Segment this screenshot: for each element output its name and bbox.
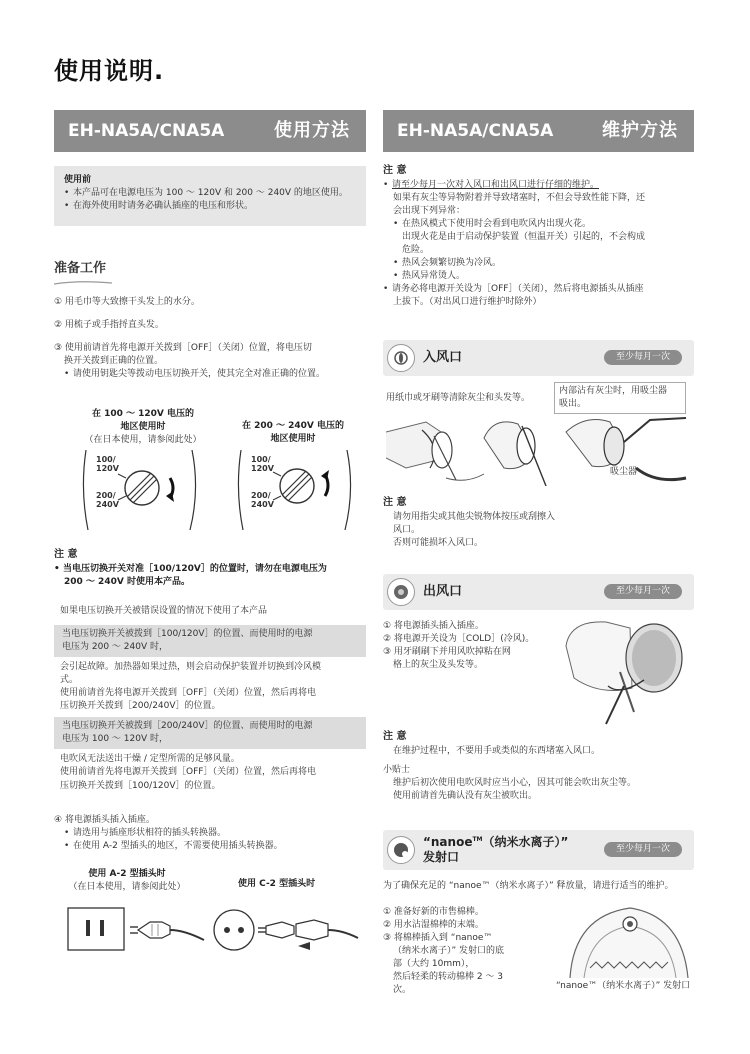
callout-line: 内部沾有灰尘时，用吸尘器 (559, 386, 668, 396)
frequency-pill: 至少每月一次 (604, 842, 682, 857)
before-use-item: • 在海外使用时请务必确认插座的电压和形状。 (64, 200, 356, 213)
step-4-title: ④ 将电源插头插入插座。 (54, 815, 155, 825)
caution-line: 上拔下。（对出风口进行维护时除外） (393, 296, 542, 307)
frequency-pill: 至少每月一次 (604, 350, 682, 365)
step-4-bullet: • 请选用与插座形状相符的插头转换器。 (64, 827, 366, 840)
prep-step-3a: ③ 使用前请首先将电源开关拨到［OFF］（关闭）位置，将电压切 (54, 343, 312, 354)
caution-sub: • 在热风模式下使用时会看到电吹风内出现火花。 (393, 218, 694, 231)
label-line: 240V (251, 499, 274, 509)
nanoe-step: ② 用水沾湿棉棒的末端。 (383, 920, 484, 931)
dial-right-caption (228, 420, 358, 446)
highlight-1 (54, 625, 366, 657)
text-line: 式。 (60, 675, 79, 686)
result-1 (54, 657, 366, 717)
model-name: EH-NA5A/CNA5A (397, 120, 554, 141)
tip-line: 维护后初次使用电吹风时应当小心，因其可能会吹出灰尘等。 (393, 777, 637, 788)
caution-title: 注 意 (54, 549, 78, 560)
caution-sub-cont: 出现火花是由于启动保护装置（恒温开关）引起的，不会构成 (402, 231, 646, 242)
caution-line: 如果有灰尘等异物附着并导致堵塞时，不但会导致性能下降，还 (393, 192, 646, 203)
hl-line: 电压为 200 ～ 240V 时， (62, 642, 168, 653)
nanoe-outlet-illustration (560, 898, 694, 980)
if-wrong-text: 如果电压切换开关被错误设置的情况下使用了本产品 (60, 606, 268, 616)
nanoe-step-cont: （纳米水离子）” 发射口的底 (393, 946, 505, 957)
note-title: 注 意 (383, 497, 407, 508)
vacuum-label: 吸尘器 (610, 467, 638, 477)
before-use-title: 使用前 (64, 175, 92, 185)
caption-line: 在 100 ～ 120V 电压的 (91, 409, 195, 419)
note-title: 注 意 (383, 731, 407, 742)
nanoe-intro: 为了确保充足的 “nanoe™（纳米水离子）” 释放量，请进行适当的维护。 (383, 881, 674, 891)
label-line: 200/ (251, 491, 271, 500)
caption-line: 地区使用时 (270, 434, 316, 445)
dial-left-caption (78, 408, 208, 447)
callout-line: 吸出。 (559, 399, 587, 410)
left-section-header (54, 110, 366, 152)
outlet-steps (383, 620, 563, 672)
result-2 (54, 749, 366, 796)
caution-bullet: • 请务必将电源开关设为［OFF］（关闭），然后将电源插头从插座 (383, 283, 694, 296)
caution-bullet: • 请至少每月一次对入风口和出风口进行仔细的维护。 (383, 179, 694, 192)
nanoe-icon (387, 836, 415, 864)
page-title: 使用说明. (54, 57, 165, 85)
intake-title: 入风口 (423, 349, 463, 365)
text-line: 电吹风无法送出干燥 / 定型所需的足够风量。 (60, 754, 240, 765)
intake-icon (387, 344, 415, 372)
caution-bullet: • 当电压切换开关对准［100/120V］的位置时，请勿在电源电压为 (54, 563, 366, 576)
nanoe-image-label: “nanoe™（纳米水离子）” 发射口 (556, 981, 691, 991)
title-part: （纳米水离子）” (482, 835, 569, 849)
caption-line: （在日本使用，请参阅此处） (68, 882, 186, 893)
outlet-step: ② 将电源开关设为［COLD］(冷风)。 (383, 634, 535, 645)
intake-subheader (383, 340, 694, 376)
trademark: TM (472, 836, 483, 843)
intake-note (383, 496, 613, 550)
nanoe-step: ③ 将棉棒插入到 “nanoe™ (383, 933, 493, 944)
c2-plug-illustration (210, 900, 360, 954)
outlet-title: 出风口 (423, 583, 463, 599)
underline-swoosh (54, 279, 114, 287)
left-caution (54, 548, 366, 589)
a2-plug-illustration (66, 900, 206, 954)
caution-title: 注 意 (383, 165, 407, 176)
caution-sub-cont: 危险。 (402, 244, 430, 255)
wrong-setting-block (54, 602, 366, 797)
tip-line: 使用前请首先确认没有灰尘被吹出。 (393, 790, 538, 801)
nanoe-step-cont: 部（大约 10mm）， (393, 959, 475, 970)
caption-line: 在 200 ～ 240V 电压的 (241, 421, 345, 431)
text-line: 压切换开关拨到［200/240V］的位置。 (60, 701, 221, 712)
outlet-subheader (383, 574, 694, 610)
highlight-2 (54, 717, 366, 749)
model-name: EH-NA5A/CNA5A (68, 120, 225, 141)
hl-line: 电压为 100 ～ 120V 时， (62, 734, 168, 745)
text-line: 使用前请首先将电源开关拨到［OFF］（关闭）位置，然后再将电 (60, 688, 316, 699)
before-use-item: • 本产品可在电源电压为 100 ～ 120V 和 200 ～ 240V 的地区使用。 (64, 187, 356, 200)
note-line: 否则可能损坏入风口。 (393, 537, 484, 548)
prep-step-1: ① 用毛巾等大致擦干头发上的水分。 (54, 297, 200, 307)
label-line: 100/ (96, 455, 116, 464)
caption-line: 地区使用时 (120, 422, 166, 433)
a2-caption (62, 868, 192, 894)
tip-title: 小贴士 (383, 764, 411, 775)
hl-line: 当电压切换开关被拨到［100/120V］的位置、而使用时的电源 (62, 629, 313, 640)
c2-caption: 使用 C-2 型插头时 (238, 879, 316, 889)
text-line: 压切换开关拨到［100/120V］的位置。 (60, 780, 221, 791)
right-caution-top (383, 164, 694, 309)
nanoe-subheader (383, 830, 694, 870)
title-part: “nanoe (423, 835, 473, 849)
dial-left-top-label (96, 456, 119, 474)
outlet-step-cont: 格上的灰尘及头发等。 (393, 660, 484, 671)
step-4-bullet: • 在使用 A-2 型插头的地区，不需要使用插头转换器。 (64, 840, 366, 853)
outlet-step: ① 将电源插头插入插座。 (383, 621, 484, 631)
text-line: 使用前请首先将电源开关拨到［OFF］（关闭）位置，然后再将电 (60, 767, 316, 778)
dial-left-bottom-label (96, 492, 119, 510)
note-line: 风口。 (393, 524, 421, 535)
nanoe-steps (383, 906, 553, 997)
note-line: 在维护过程中，不要用手或类似的东西堵塞入风口。 (393, 745, 601, 756)
before-use-box (54, 166, 366, 226)
outlet-note (383, 730, 694, 803)
nanoe-title-line: 发射口 (423, 850, 460, 864)
prep-heading (54, 260, 114, 287)
outlet-cleaning-illustration (560, 616, 690, 726)
label-line: 120V (96, 463, 119, 473)
nanoe-title (423, 835, 568, 865)
prep-steps (54, 296, 364, 381)
nanoe-title-line (423, 835, 568, 850)
outlet-icon (387, 578, 415, 606)
frequency-pill: 至少每月一次 (604, 584, 682, 599)
caution-line: 会出现下列异常： (393, 205, 466, 216)
section-title: 维护方法 (602, 119, 678, 141)
caution-bullet-cont: 200 ～ 240V 时使用本产品。 (64, 576, 190, 587)
label-line: 200/ (96, 491, 116, 500)
note-line: 请勿用指尖或其他尖锐物体按压或刮擦入 (393, 511, 556, 522)
prep-step-3-bullet: • 请使用钥匙尖等拨动电压切换开关，使其完全对准正确的位置。 (64, 368, 364, 381)
outlet-step: ③ 用牙刷刷下并用风吹掉粘在网 (383, 647, 511, 658)
label-line: 240V (96, 499, 119, 509)
intake-cleaning-illustration (386, 408, 690, 486)
label-line: 120V (251, 463, 274, 473)
prep-step-3b: 换开关拨到正确的位置。 (64, 356, 164, 367)
dial-right-top-label (251, 456, 274, 474)
nanoe-step-cont: 然后轻柔的转动棉棒 2 ～ 3 (393, 972, 504, 983)
caption-line: （在日本使用，请参阅此处） (84, 435, 202, 446)
caution-sub: • 热风会频繁切换为冷风。 (393, 257, 694, 270)
section-title: 使用方法 (274, 119, 350, 141)
prep-title: 准备工作 (54, 261, 107, 276)
step-4 (54, 814, 366, 853)
nanoe-step: ① 准备好新的市售棉棒。 (383, 907, 484, 917)
prep-step-2: ② 用梳子或手指捋直头发。 (54, 320, 164, 331)
intake-text: 用纸巾或牙刷等清除灰尘和头发等。 (386, 393, 531, 403)
caption-line: 使用 A-2 型插头时 (88, 869, 166, 879)
nanoe-step-cont: 次。 (393, 985, 412, 996)
hl-line: 当电压切换开关被拨到［200/240V］的位置、而使用时的电源 (62, 721, 313, 732)
dial-right-bottom-label (251, 492, 274, 510)
right-section-header (383, 110, 694, 152)
caution-sub: • 热风异常烫人。 (393, 270, 694, 283)
text-line: 会引起故障。加热器如果过热，则会启动保护装置并切换到冷风模 (60, 662, 322, 673)
label-line: 100/ (251, 455, 271, 464)
